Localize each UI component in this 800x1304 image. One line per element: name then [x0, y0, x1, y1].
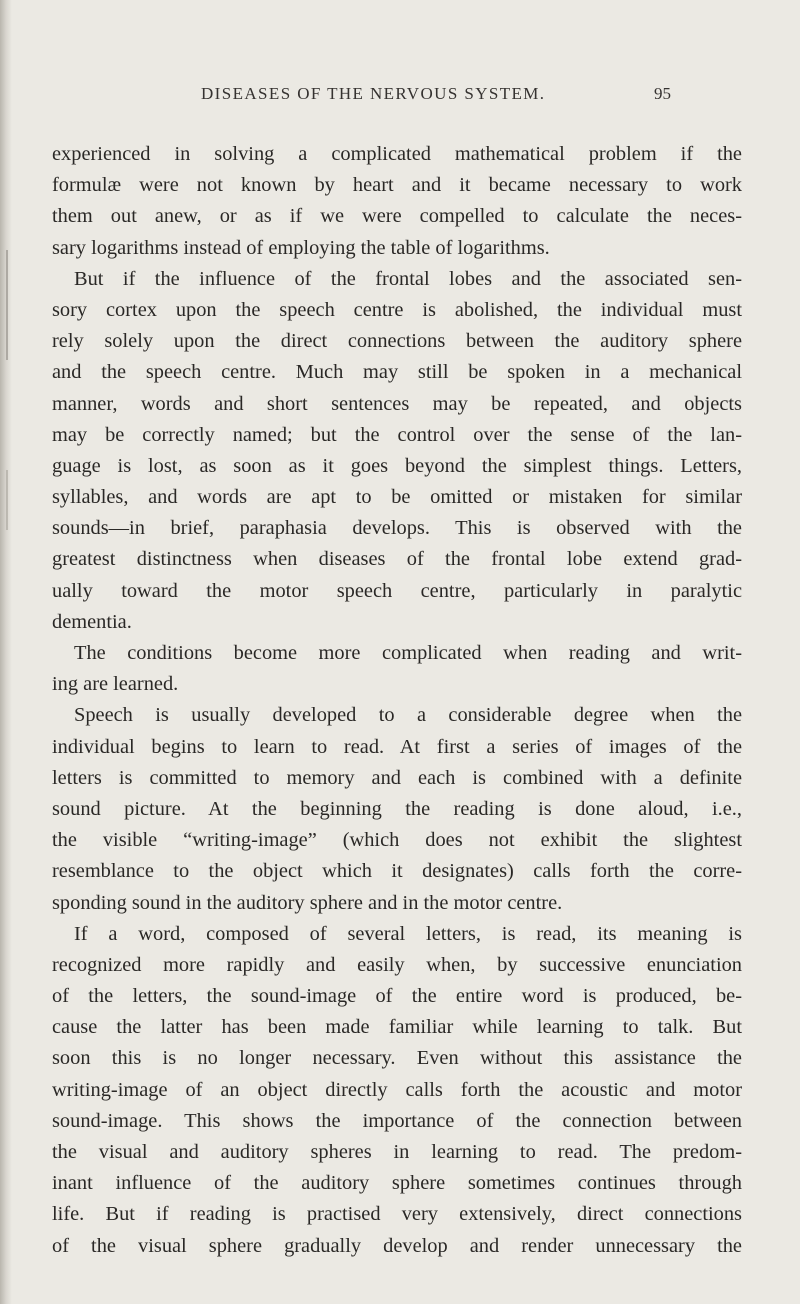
- text-line: dementia.: [52, 610, 132, 633]
- running-head: DISEASES OF THE NERVOUS SYSTEM.: [201, 84, 546, 103]
- text-line: sary logarithms instead of employing the table of logarithms.: [52, 236, 550, 259]
- text-line: the visual and auditory spheres in learning to read. The predom-: [52, 1141, 742, 1163]
- text-line: the visible “writing-image” (which does not exhibit the slightest: [52, 829, 742, 852]
- text-line: formulæ were not known by heart and it became necessary to work: [52, 174, 742, 197]
- text-line: experienced in solving a complicated mathematical problem if the: [52, 143, 742, 165]
- text-line: ually toward the motor speech centre, particularly in paralytic: [52, 579, 742, 602]
- text-line: Speech is usually developed to a considerable degree when the: [74, 704, 742, 727]
- text-line: them out anew, or as if we were compelled to calculate the neces-: [52, 205, 742, 228]
- text-line: rely solely upon the direct connections between the auditory sphere: [52, 330, 742, 353]
- text-line: inant influence of the auditory sphere sometimes continues through: [52, 1172, 742, 1195]
- text-line: may be correctly named; but the control over the sense of the lan-: [52, 423, 742, 446]
- text-line: But if the influence of the frontal lobes and the associated sen-: [74, 267, 742, 290]
- text-line: sound picture. At the beginning the reading is done aloud, i.e.,: [52, 797, 742, 820]
- body-text: [52, 139, 742, 1262]
- text-line: recognized more rapidly and easily when, by successive enunciation: [52, 953, 742, 976]
- text-line: sound-image. This shows the importance of the connection between: [52, 1109, 742, 1132]
- text-line: writing-image of an object directly calls forth the acoustic and motor: [52, 1078, 742, 1101]
- text-line: sponding sound in the auditory sphere and in the motor centre.: [52, 891, 563, 914]
- text-line: individual begins to learn to read. At first a series of images of the: [52, 735, 742, 758]
- text-line: guage is lost, as soon as it goes beyond the simplest things. Letters,: [52, 454, 742, 477]
- text-line: syllables, and words are apt to be omitted or mistaken for similar: [52, 486, 742, 509]
- page-fold-mark: [6, 470, 8, 530]
- text-line: sounds—in brief, paraphasia develops. This is observed with the: [52, 517, 742, 540]
- text-line: If a word, composed of several letters, is read, its meaning is: [74, 922, 742, 945]
- text-line: and the speech centre. Much may still be spoken in a mechanical: [52, 361, 742, 384]
- text-line: cause the latter has been made familiar while learning to talk. But: [52, 1016, 742, 1039]
- text-line: The conditions become more complicated when reading and writ-: [74, 642, 742, 664]
- page-fold-mark: [6, 250, 8, 360]
- text-line: manner, words and short sentences may be repeated, and objects: [52, 392, 742, 415]
- text-line: greatest distinctness when diseases of the frontal lobe extend grad-: [52, 548, 742, 571]
- page-header: [0, 84, 800, 114]
- text-line: soon this is no longer necessary. Even without this assistance the: [52, 1047, 742, 1070]
- text-line: of the letters, the sound-image of the entire word is produced, be-: [52, 985, 742, 1008]
- text-line: letters is committed to memory and each is combined with a definite: [52, 766, 742, 789]
- text-line: life. But if reading is practised very extensively, direct connections: [52, 1203, 742, 1226]
- text-line: of the visual sphere gradually develop and render unnecessary the: [52, 1234, 742, 1257]
- text-line: sory cortex upon the speech centre is abolished, the individual must: [52, 298, 742, 321]
- page-number: 95: [654, 84, 671, 103]
- page-edge-shadow: [0, 0, 12, 1304]
- text-line: ing are learned.: [52, 673, 179, 696]
- text-line: resemblance to the object which it designates) calls forth the corre-: [52, 860, 742, 883]
